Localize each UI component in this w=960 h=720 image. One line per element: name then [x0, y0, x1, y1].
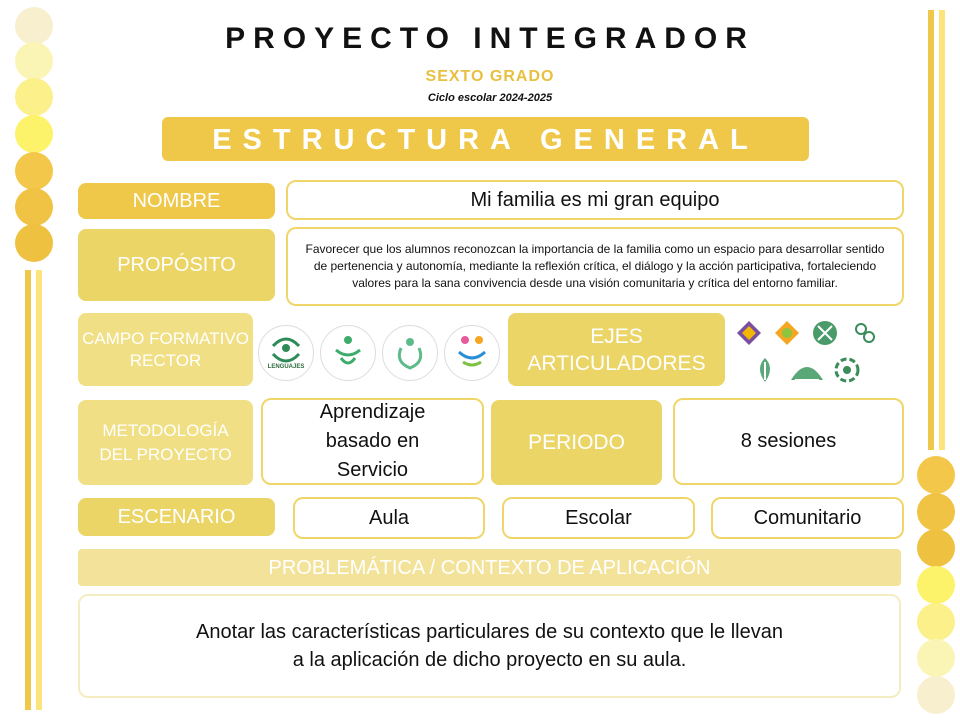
- decor-dot: [15, 152, 53, 190]
- decor-dot: [917, 639, 955, 677]
- escenario-label: ESCENARIO: [78, 498, 275, 536]
- campo-label: CAMPO FORMATIVO RECTOR: [78, 313, 253, 386]
- nombre-value: Mi familia es mi gran equipo: [286, 180, 904, 220]
- artes-icon: [833, 356, 861, 384]
- periodo-label: PERIODO: [491, 400, 662, 485]
- lenguajes-icon: [258, 325, 314, 381]
- decor-dot: [917, 456, 955, 494]
- humano-comunitario-icon: [444, 325, 500, 381]
- school-cycle: Ciclo escolar 2024-2025: [427, 92, 553, 104]
- lenguajes-caption: LENGUAJES: [267, 364, 305, 370]
- decor-dot: [917, 676, 955, 714]
- decor-stripe: [36, 270, 42, 710]
- saberes-icon: [320, 325, 376, 381]
- escenario-option[interactable]: Aula: [293, 497, 485, 539]
- proposito-value: Favorecer que los alumnos reconozcan la importancia de la familia como un espacio para desarrollar sentido de pertenencia y autonomía, mediante la reflexión crítica, el diálogo y la acción participativa, fortaleciendo valores para la sana convivencia desde una visión comunitaria y crítica del entorno familiar.: [286, 227, 904, 306]
- section-banner: ESTRUCTURA GENERAL: [162, 117, 809, 161]
- problematica-value: Anotar las características particulares de su contexto que le llevan a la aplicación de dicho proyecto en su aula.: [78, 594, 901, 698]
- escenario-option[interactable]: Comunitario: [711, 497, 904, 539]
- metodologia-label: METODOLOGÍA DEL PROYECTO: [78, 400, 253, 485]
- decor-dot: [15, 188, 53, 226]
- etica-naturaleza-icon: [382, 325, 438, 381]
- page-title: PROYECTO INTEGRADOR: [225, 22, 755, 55]
- pensamiento-critico-icon: [773, 319, 801, 347]
- escenario-option[interactable]: Escolar: [502, 497, 695, 539]
- decor-dot: [15, 224, 53, 262]
- lectura-icon: [789, 356, 825, 384]
- problematica-label: PROBLEMÁTICA / CONTEXTO DE APLICACIÓN: [78, 549, 901, 586]
- igualdad-genero-icon: [851, 319, 879, 347]
- proposito-label: PROPÓSITO: [78, 229, 275, 301]
- inclusion-icon: [735, 319, 763, 347]
- decor-stripe: [25, 270, 31, 710]
- decor-dot: [917, 529, 955, 567]
- decor-dot: [917, 603, 955, 641]
- metodologia-value: Aprendizaje basado en Servicio: [261, 398, 484, 485]
- nombre-label: NOMBRE: [78, 183, 275, 219]
- decor-dot: [917, 566, 955, 604]
- interculturalidad-icon: [811, 319, 839, 347]
- periodo-value: 8 sesiones: [673, 398, 904, 485]
- vida-saludable-icon: [751, 356, 779, 384]
- grade-subtitle: SEXTO GRADO: [425, 68, 555, 85]
- decor-dot: [15, 115, 53, 153]
- decor-dot: [917, 493, 955, 531]
- ejes-label: EJES ARTICULADORES: [508, 313, 725, 386]
